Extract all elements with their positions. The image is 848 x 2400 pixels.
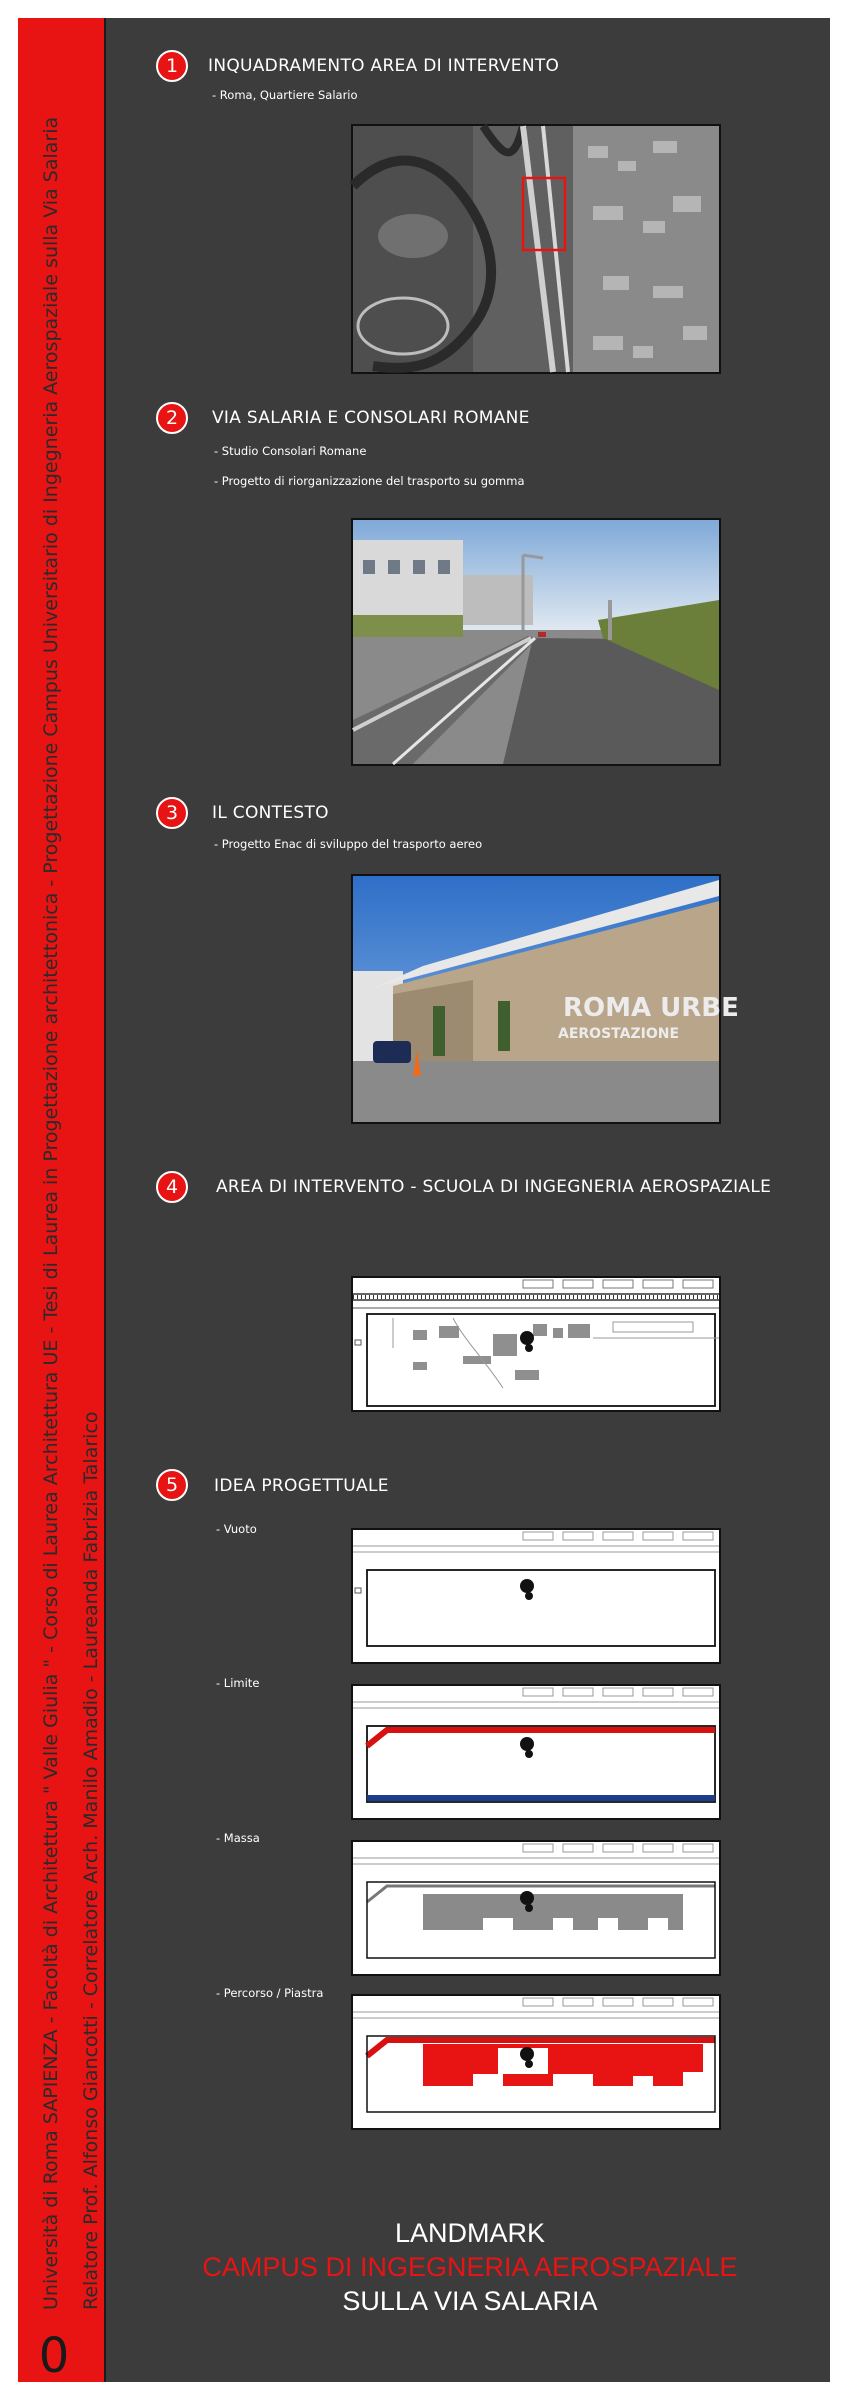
section-2-badge: 2 <box>156 402 188 434</box>
thesis-credits-text: Relatore Prof. Alfonso Giancotti - Correlatore Arch. Manilo Amadio - Laureanda Fabrizia Talarico <box>80 1411 102 2310</box>
idea-label-percorso: - Percorso / Piastra <box>216 1986 324 2000</box>
section-3-badge: 3 <box>156 797 188 829</box>
section-1-badge: 1 <box>156 50 188 82</box>
section-1-note-1: - Roma, Quartiere Salario <box>212 88 358 102</box>
diagram-limite <box>351 1684 721 1820</box>
thesis-title-text: Università di Roma SAPIENZA - Facoltà di Architettura " Valle Giulia " - Corso di Laurea Architettura UE - Tesi di Laurea in Progettazione architettonica - Progettazione Campus Universitario di Ingegneria Aerospaziale sulla Via Salaria <box>40 116 62 2310</box>
footer-location: SULLA VIA SALARIA <box>342 2286 598 2316</box>
roma-urbe-sign-text: ROMA URBE <box>563 993 739 1023</box>
section-5-title: IDEA PROGETTUALE <box>214 1476 389 1496</box>
aerial-map-image <box>351 124 721 374</box>
diagram-massa <box>351 1840 721 1976</box>
idea-label-massa: - Massa <box>216 1831 260 1845</box>
via-salaria-photo <box>351 518 721 766</box>
page-number: 0 <box>38 2328 70 2384</box>
site-plan-drawing <box>351 1276 721 1412</box>
diagram-vuoto <box>351 1528 721 1664</box>
aerostazione-sign-text: AEROSTAZIONE <box>558 1026 680 1042</box>
section-4-badge: 4 <box>156 1171 188 1203</box>
section-2-title: VIA SALARIA E CONSOLARI ROMANE <box>212 408 530 428</box>
diagram-percorso-piastra <box>351 1994 721 2130</box>
roma-urbe-photo <box>351 874 739 1124</box>
section-3-title: IL CONTESTO <box>212 803 329 823</box>
footer-campus-title: CAMPUS DI INGEGNERIA AEROSPAZIALE <box>202 2252 738 2282</box>
footer-landmark: LANDMARK <box>394 2218 546 2248</box>
section-2-note-2: - Progetto di riorganizzazione del trasporto su gomma <box>214 474 525 488</box>
section-5-badge: 5 <box>156 1469 188 1501</box>
section-1-title: INQUADRAMENTO AREA DI INTERVENTO <box>208 56 560 76</box>
section-2-note-1: - Studio Consolari Romane <box>214 444 367 458</box>
section-4-title: AREA DI INTERVENTO - SCUOLA DI INGEGNERIA AEROSPAZIALE <box>216 1177 772 1197</box>
idea-label-vuoto: - Vuoto <box>216 1522 257 1536</box>
idea-label-limite: - Limite <box>216 1676 260 1690</box>
section-3-note-1: - Progetto Enac di sviluppo del trasporto aereo <box>214 837 483 851</box>
